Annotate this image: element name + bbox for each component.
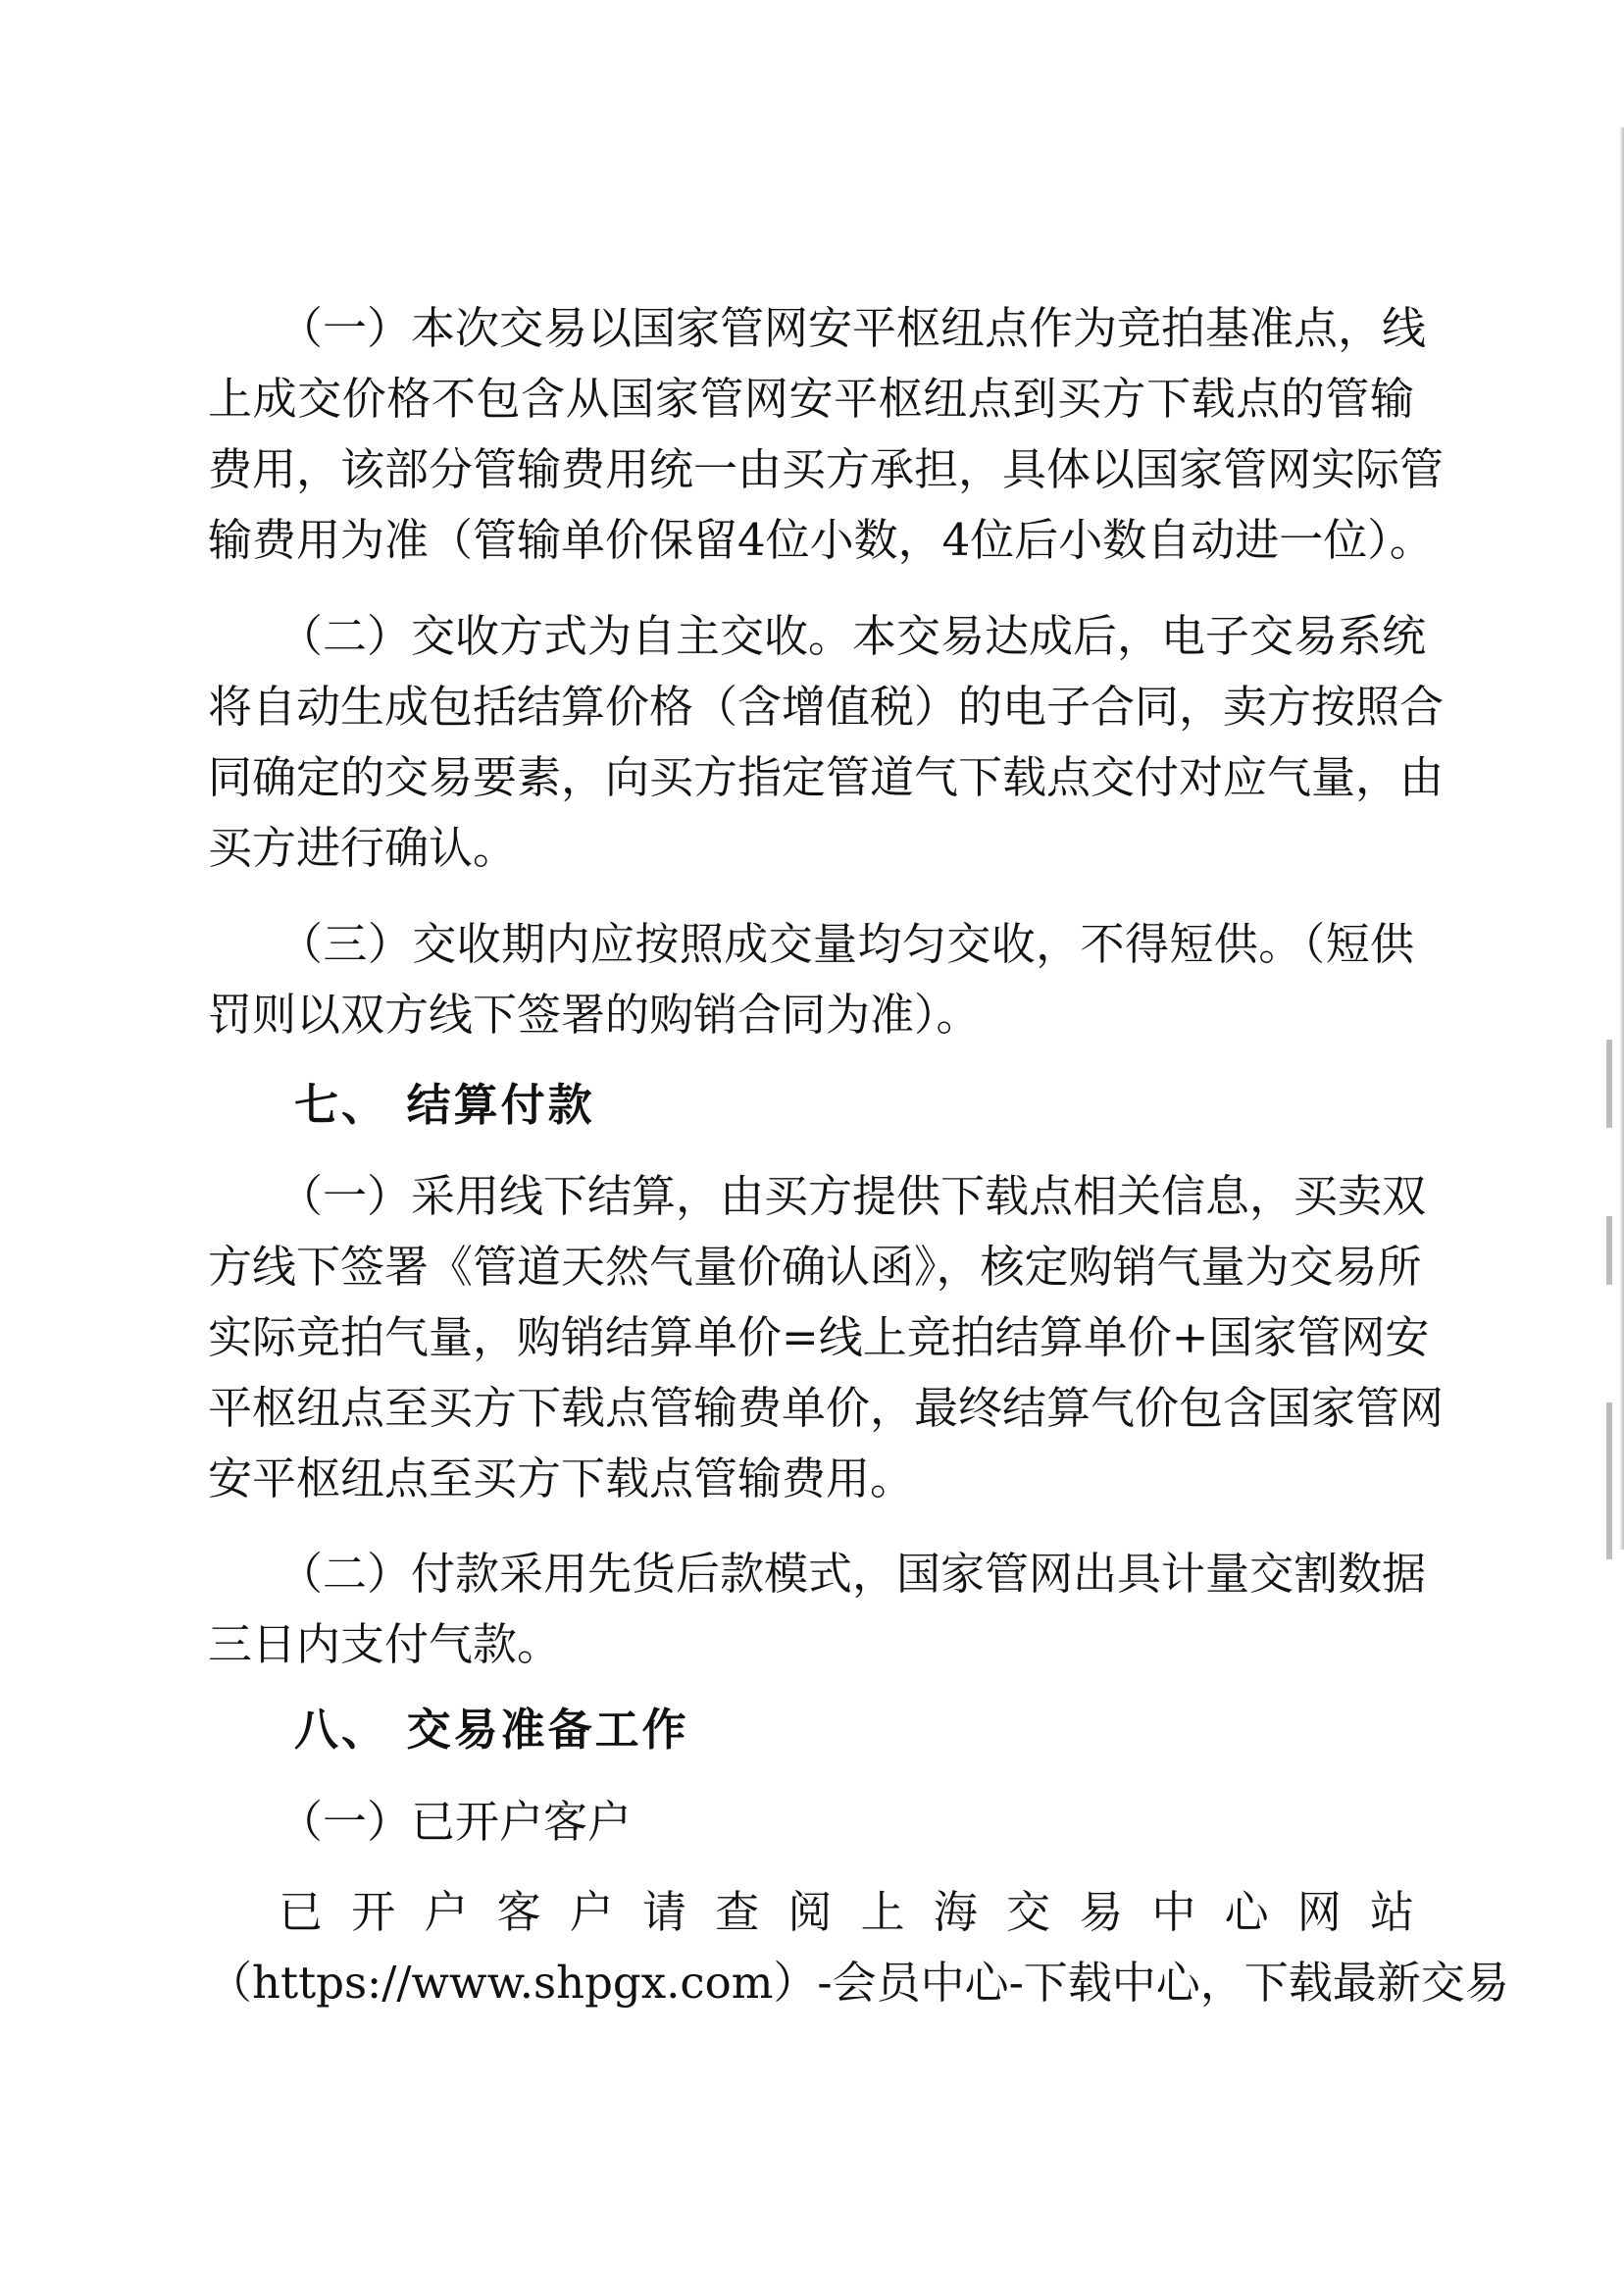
paragraph-line: 安平枢纽点至买方下载点管输费用。 xyxy=(208,1452,915,1504)
paragraph-line: （三）交收期内应按照成交量均匀交收，不得短供。（短供 xyxy=(279,918,1414,970)
paragraph-line: 实际竞拍气量，购销结算单价=线上竞拍结算单价+国家管网安 xyxy=(208,1311,1430,1363)
paragraph-line: 三日内支付气款。 xyxy=(208,1618,562,1670)
paragraph-line: （https://www.shpgx.com）-会员中心-下载中心，下载最新交易 xyxy=(208,1957,1509,2009)
section-heading: 八、 交易准备工作 xyxy=(294,1704,689,1756)
paragraph-line: 方线下签署《管道天然气量价确认函》，核定购销气量为交易所 xyxy=(208,1241,1422,1293)
paragraph-line: 将自动生成包括结算价格（含增值税）的电子合同，卖方按照合 xyxy=(208,681,1445,733)
scan-edge-shadow xyxy=(1619,127,1624,1550)
paragraph-line: 买方进行确认。 xyxy=(208,822,518,874)
paragraph-line: 同确定的交易要素，向买方指定管道气下载点交付对应气量，由 xyxy=(208,751,1445,803)
paragraph-line: 罚则以双方线下签署的购销合同为准）。 xyxy=(208,989,981,1041)
paragraph-line: 输费用为准（管输单价保留4位小数，4位后小数自动进一位）。 xyxy=(208,514,1434,566)
paragraph-line: （二）交收方式为自主交收。本交易达成后，电子交易系统 xyxy=(279,610,1427,662)
paragraph-line: 已 开 户 客 户 请 查 阅 上 海 交 易 中 心 网 站 xyxy=(279,1886,1414,1938)
paragraph-line: 费用，该部分管输费用统一由买方承担，具体以国家管网实际管 xyxy=(208,443,1445,495)
paragraph-line: （一）本次交易以国家管网安平枢纽点作为竞拍基准点，线 xyxy=(279,302,1427,354)
paragraph-line: （一）采用线下结算，由买方提供下载点相关信息，买卖双 xyxy=(279,1170,1427,1222)
paragraph-line: （二）付款采用先货后款模式，国家管网出具计量交割数据 xyxy=(279,1548,1427,1600)
scan-speck xyxy=(1606,1216,1612,1285)
sub-heading: （一）已开户客户 xyxy=(279,1796,633,1848)
paragraph-line: 上成交价格不包含从国家管网安平枢纽点到买方下载点的管输 xyxy=(208,373,1414,425)
scan-speck xyxy=(1606,1040,1612,1128)
scan-speck xyxy=(1606,1402,1612,1559)
section-heading: 七、 结算付款 xyxy=(294,1079,595,1131)
paragraph-line: 平枢纽点至买方下载点管输费单价，最终结算气价包含国家管网 xyxy=(208,1382,1445,1434)
